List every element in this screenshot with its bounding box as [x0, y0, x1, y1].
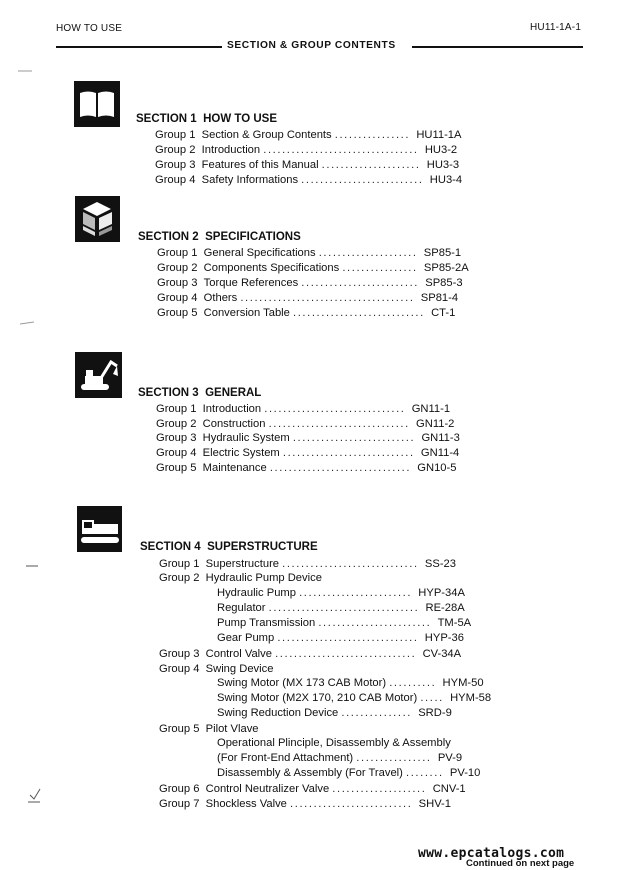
scan-mark: [18, 66, 32, 76]
entry-title: Electric System: [202, 447, 280, 459]
section-name: SUPERSTRUCTURE: [207, 541, 318, 553]
entry-title: Gear Pump: [217, 632, 275, 644]
leader-dots: ................: [334, 129, 411, 141]
page-ref: CNV-1: [432, 783, 466, 795]
leader-dots: ..........................: [290, 798, 413, 810]
scan-mark: [20, 318, 34, 328]
cube-stack-icon: [75, 196, 120, 242]
page-ref: HU11-1A: [416, 129, 462, 141]
excavator-icon: [75, 352, 122, 398]
leader-dots: ..............................: [268, 418, 410, 430]
entry-title: Hydraulic System: [202, 432, 290, 444]
toc-row[interactable]: [159, 557, 456, 571]
leader-dots: .....................................: [240, 292, 415, 304]
entry-title: Pump Transmission: [217, 617, 316, 629]
entry-title: Control Valve: [205, 648, 272, 660]
book-icon: [74, 81, 120, 127]
page-ref: CT-1: [431, 307, 456, 319]
entry-title: General Specifications: [203, 247, 316, 259]
toc-row[interactable]: [157, 306, 455, 320]
page-ref: SP85-2A: [423, 262, 469, 274]
leader-dots: ............................: [282, 447, 415, 459]
page-title: SECTION & GROUP CONTENTS: [227, 40, 396, 51]
entry-title: Swing Device: [205, 663, 274, 675]
group-label: Group 1: [159, 558, 200, 570]
entry-title: Shockless Valve: [205, 798, 287, 810]
entry-title: Swing Reduction Device: [217, 707, 339, 719]
page-ref: SS-23: [424, 558, 456, 570]
leader-dots: .....: [420, 692, 444, 704]
toc-row[interactable]: [159, 647, 461, 661]
group-label: Group 4: [159, 663, 200, 675]
group-label: Group 3: [155, 159, 196, 171]
toc-subrow[interactable]: [217, 586, 465, 600]
toc-subrow[interactable]: [217, 736, 451, 750]
continued-note: Continued on next page: [466, 858, 575, 869]
leader-dots: ........................: [318, 617, 432, 629]
toc-subrow[interactable]: [217, 691, 491, 705]
section-label: SECTION 2: [138, 231, 199, 243]
entry-title: Introduction: [201, 144, 261, 156]
leader-dots: ...............: [341, 707, 412, 719]
toc-row[interactable]: [157, 291, 458, 305]
page-ref: GN10-5: [417, 462, 457, 474]
entry-title: Hydraulic Pump: [217, 587, 296, 599]
page-ref: SHV-1: [418, 798, 452, 810]
toc-row[interactable]: [157, 246, 461, 260]
title-rule-left: [56, 46, 222, 48]
page-ref: GN11-3: [421, 432, 460, 444]
watermark: www.epcatalogs.com: [418, 846, 565, 861]
toc-subrow[interactable]: [217, 706, 452, 720]
group-label: Group 5: [156, 462, 197, 474]
leader-dots: .................................: [263, 144, 419, 156]
toc-subrow[interactable]: [217, 751, 462, 765]
page-ref: HYM-58: [450, 692, 492, 704]
toc-row[interactable]: [159, 571, 322, 585]
page-ref: HYM-50: [442, 677, 484, 689]
page-ref: GN11-4: [420, 447, 460, 459]
toc-row[interactable]: [157, 261, 469, 275]
leader-dots: ..........................: [301, 174, 424, 186]
check-mark-icon: [28, 787, 42, 805]
header-left-label: HOW TO USE: [56, 23, 123, 34]
group-label: Group 1: [157, 247, 198, 259]
group-label: Group 6: [159, 783, 200, 795]
toc-row[interactable]: [159, 722, 259, 736]
toc-row[interactable]: [156, 417, 454, 431]
entry-title: Section & Group Contents: [201, 129, 332, 141]
page-ref: PV-10: [449, 767, 481, 779]
leader-dots: ..............................: [264, 403, 406, 415]
group-label: Group 3: [156, 432, 197, 444]
leader-dots: ........: [406, 767, 444, 779]
leader-dots: ................: [342, 262, 418, 274]
page-ref: SP81-4: [420, 292, 459, 304]
group-label: Group 2: [156, 418, 197, 430]
leader-dots: ....................: [332, 783, 427, 795]
page-ref: GN11-1: [411, 403, 451, 415]
entry-title: Safety Informations: [201, 174, 299, 186]
page-ref: TM-5A: [437, 617, 472, 629]
group-label: Group 4: [155, 174, 196, 186]
page-ref: HU3-2: [424, 144, 458, 156]
entry-title: Swing Motor (MX 173 CAB Motor): [217, 677, 387, 689]
entry-title: Operational Plinciple, Disassembly & Assembly: [217, 737, 451, 749]
page-ref: HU3-3: [426, 159, 460, 171]
leader-dots: ..............................: [275, 648, 417, 660]
leader-dots: ..........................: [292, 432, 416, 444]
entry-title: Features of this Manual: [201, 159, 319, 171]
group-label: Group 5: [159, 723, 200, 735]
entry-title: Torque References: [203, 277, 299, 289]
toc-row[interactable]: [155, 158, 459, 172]
entry-title: Others: [203, 292, 238, 304]
page-ref: HYP-34A: [418, 587, 465, 599]
toc-row[interactable]: [159, 662, 273, 676]
toc-row[interactable]: [155, 143, 457, 157]
page-ref: HU3-4: [429, 174, 463, 186]
group-label: Group 1: [156, 403, 197, 415]
entry-title: Introduction: [202, 403, 262, 415]
page-ref: GN11-2: [416, 418, 455, 430]
entry-title: Hydraulic Pump Device: [205, 572, 322, 584]
toc-row[interactable]: [156, 446, 459, 460]
page-ref: CV-34A: [422, 648, 462, 660]
toc-subrow[interactable]: [217, 601, 465, 615]
leader-dots: .....................: [321, 159, 421, 171]
cab-icon: [77, 506, 122, 552]
page-code: HU11-1A-1: [530, 22, 582, 33]
section-name: SPECIFICATIONS: [205, 231, 301, 243]
group-label: Group 2: [157, 262, 198, 274]
group-label: Group 2: [159, 572, 200, 584]
toc-row[interactable]: [156, 402, 450, 416]
toc-subrow[interactable]: [217, 631, 464, 645]
group-label: Group 4: [156, 447, 197, 459]
section-name: GENERAL: [205, 387, 262, 399]
page-ref: PV-9: [437, 752, 463, 764]
entry-title: Superstructure: [205, 558, 280, 570]
section-label: SECTION 1: [136, 113, 197, 125]
entry-title: Construction: [202, 418, 266, 430]
toc-row[interactable]: [156, 431, 460, 445]
page-ref: SP85-3: [425, 277, 463, 289]
page-ref: HYP-36: [424, 632, 464, 644]
leader-dots: .........................: [301, 277, 420, 289]
leader-dots: .....................: [318, 247, 418, 259]
toc-subrow[interactable]: [217, 766, 480, 780]
group-label: Group 7: [159, 798, 200, 810]
leader-dots: ................: [356, 752, 432, 764]
toc-subrow[interactable]: [217, 676, 484, 690]
group-label: Group 2: [155, 144, 196, 156]
entry-title: Swing Motor (M2X 170, 210 CAB Motor): [217, 692, 418, 704]
toc-row[interactable]: [156, 461, 456, 475]
entry-title: Components Specifications: [203, 262, 340, 274]
entry-title: (For Front-End Attachment): [217, 752, 354, 764]
section-label: SECTION 3: [138, 387, 199, 399]
group-label: Group 3: [157, 277, 198, 289]
leader-dots: ................................: [268, 602, 420, 614]
toc-row[interactable]: [157, 276, 463, 290]
leader-dots: .............................: [282, 558, 419, 570]
entry-title: Disassembly & Assembly (For Travel): [217, 767, 403, 779]
leader-dots: ..............................: [269, 462, 412, 474]
leader-dots: ..........: [389, 677, 437, 689]
entry-title: Regulator: [217, 602, 266, 614]
title-rule-right: [412, 46, 583, 48]
group-label: Group 1: [155, 129, 196, 141]
leader-dots: ............................: [293, 307, 425, 319]
entry-title: Control Neutralizer Valve: [205, 783, 330, 795]
toc-row[interactable]: [159, 782, 466, 796]
toc-row[interactable]: [159, 797, 451, 811]
section-label: SECTION 4: [140, 541, 201, 553]
section-name: HOW TO USE: [203, 113, 278, 125]
toc-row[interactable]: [155, 173, 462, 187]
entry-title: Pilot Vlave: [205, 723, 259, 735]
group-label: Group 5: [157, 307, 198, 319]
leader-dots: ........................: [299, 587, 413, 599]
section-1-heading: [136, 113, 277, 125]
scan-mark: [26, 560, 38, 570]
page-ref: SP85-1: [423, 247, 462, 259]
leader-dots: ..............................: [277, 632, 419, 644]
entry-title: Conversion Table: [203, 307, 290, 319]
section-4-heading: [140, 541, 318, 553]
toc-subrow[interactable]: [217, 616, 471, 630]
section-3-heading: [138, 387, 261, 399]
group-label: Group 3: [159, 648, 200, 660]
page-ref: SRD-9: [418, 707, 452, 719]
section-2-heading: [138, 231, 301, 243]
toc-row[interactable]: [155, 128, 462, 142]
group-label: Group 4: [157, 292, 198, 304]
entry-title: Maintenance: [202, 462, 267, 474]
page-ref: RE-28A: [425, 602, 465, 614]
